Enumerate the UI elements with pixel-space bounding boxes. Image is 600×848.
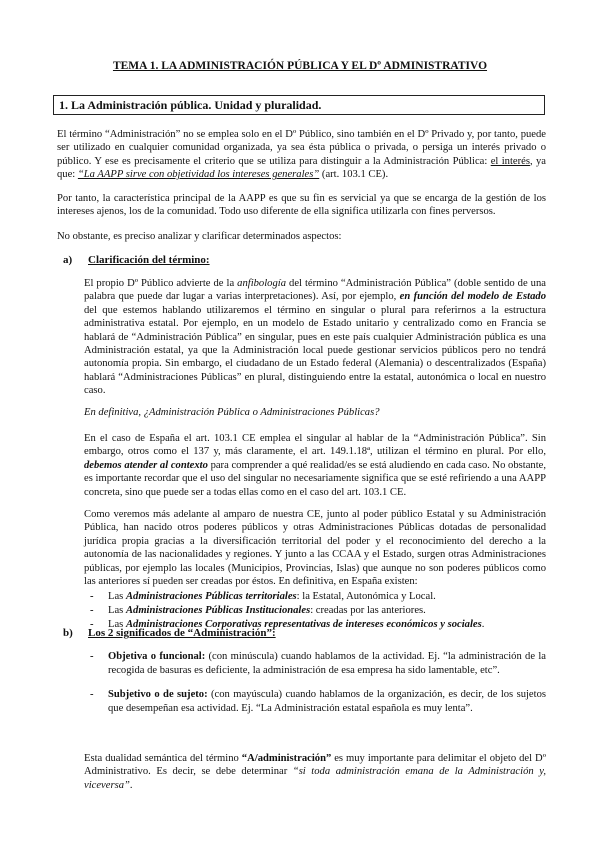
subsection-a-label: Clarificación del término: [88,254,210,266]
section-heading-box: 1. La Administración pública. Unidad y pluralidad. [53,95,545,115]
subsection-a-letter: a) [63,254,73,266]
paragraph-question: En definitiva, ¿Administración Pública o Administraciones Públicas? [84,407,380,418]
paragraph-spain-case: En el caso de España el art. 103.1 CE emplea el singular al hablar de la “Administración Pública”. Sin embargo, otros como el 137 y, más claramente, el art. 149.1.18ª, utilizan el término en plural. Por ello, debemos atender al contexto para comprender a qué realidad/es se está aludiendo en cada caso. No obstante, es importante recordar que el uso del singular no necesariamente significa que se esté refiriendo a una AAPP concreta, sino que puede ser a todas ellas como en el caso del art. 103.1 CE. [84,433,546,498]
meanings-list [90,650,546,716]
list-item: - Subjetivo o de sujeto: (con mayúscula) cuando hablamos de la organización, es decir, de los sujetos que desempeñan esa actividad. Ej. “La Administración estatal española es muy lenta”. [90,688,546,716]
subsection-b-heading [63,627,276,639]
list-item: - Las Administraciones Públicas territoriales: la Estatal, Autonómica y Local. [90,590,546,604]
paragraph-dualidad: Esta dualidad semántica del término “A/administración” es muy importante para delimitar el objeto del Dº Administrativo. Es decir, se debe determinar “si toda administración emana de la Administración y, viceversa”. [84,753,546,791]
paragraph-como-veremos: Como veremos más adelante al amparo de nuestra CE, junto al poder público Estatal y su Administración Pública, han nacido otros poderes públicos y otras Administraciones Públicas dotadas de personalidad jurídica propia gracias a la diversificación territorial del poder y el reconocimiento del derecho a la autonomía de las nacionalidades y regiones. Y junto a las CCAA y el Estado, surgen otras Administraciones públicas, por ejemplo las locales (Municipios, Provincias, Islas) que aunque no son poderes públicos como las anteriores sí pueden ser creadas por éstos. En definitiva, en España existen: [84,509,546,588]
paragraph-intro: El término “Administración” no se emplea solo en el Dº Público, sino también en el Dº Privado y, por tanto, puede ser utilizado en cualquier comunidad organizada, ya sea ésta pública o privada, o persiga un interés privado o público. Y ese es precisamente el criterio que se utiliza para distinguir a la Administración Pública: el interés, ya que: “La AAPP sirve con objetividad los intereses generales” (art. 103.1 CE). [57,129,546,181]
subsection-b-letter: b) [63,627,73,639]
document-title: TEMA 1. LA ADMINISTRACIÓN PÚBLICA Y EL Dº ADMINISTRATIVO [112,60,488,72]
paragraph-anfibologia: El propio Dº Público advierte de la anfibología del término “Administración Pública” (doble sentido de una palabra que puede dar lugar a varias interpretaciones). Así, por ejemplo, en función del modelo de Estado del que estemos hablando utilizaremos el término en singular o plural para referirnos a la estructura administrativa estatal. Por ejemplo, en un modelo de Estado unitario y centralizado como en Francia se hablará de “Administración Pública” en singular, pues en este país cualquier Administración pública es una Administración estatal, ya que la Administración local puede gestionar servicios públicos pero no tendrá autonomía propia. Sin embargo, el ciudadano de un Estado federal (Alemania) o descentralizados (España) hablará “Administraciones Públicas” en plural, distinguiendo entre la estatal, autonómica o local en nuestro caso. [84,278,546,397]
subsection-a-heading [63,254,210,266]
administrations-list [90,590,546,632]
paragraph-no-obstante: No obstante, es preciso analizar y clarificar determinados aspectos: [57,231,342,242]
subsection-b-label: Los 2 significados de “Administración”: [88,627,276,639]
paragraph-characteristic: Por tanto, la característica principal de la AAPP es que su fin es servicial ya que se encarga de la gestión de los intereses ajenos, los de la comunidad. Todo uso diferente de ella significa utilizarla con fines perversos. [57,193,546,218]
list-item: - Las Administraciones Públicas Institucionales: creadas por las anteriores. [90,604,546,618]
list-item: - Las Administraciones Corporativas representativas de intereses económicos y sociales. [90,618,546,632]
list-item: - Objetiva o funcional: (con minúscula) cuando hablamos de la actividad. Ej. “la administración de la recogida de basuras es deficiente, la administración de esa empresa ha sido lamentable, etc”. [90,650,546,678]
